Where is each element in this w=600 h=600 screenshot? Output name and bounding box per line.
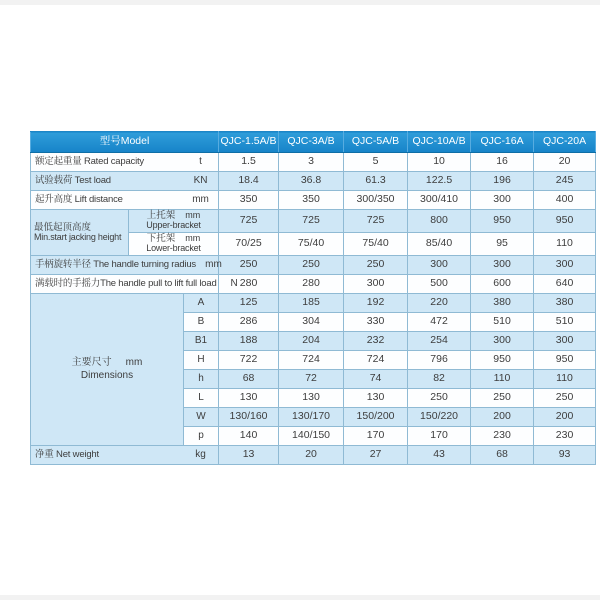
value-cell: 300/350 — [344, 191, 408, 210]
table-row — [31, 446, 596, 465]
unit-label: mm — [205, 258, 222, 270]
row-label: 起升高度 Lift distance — [35, 193, 123, 205]
dimension-letter: H — [184, 351, 219, 370]
table-row — [31, 153, 596, 172]
dimension-letter: B — [184, 313, 219, 332]
value-cell: 600 — [471, 275, 534, 294]
value-cell: 130 — [344, 389, 408, 408]
value-cell: 61.3 — [344, 172, 408, 191]
value-cell: 68 — [471, 446, 534, 465]
table-row — [31, 275, 596, 294]
value-cell: 13 — [219, 446, 279, 465]
value-cell: 18.4 — [219, 172, 279, 191]
value-cell: 140/150 — [279, 427, 344, 446]
value-cell: 110 — [534, 370, 596, 389]
table-row — [31, 256, 596, 275]
unit-label: mm — [192, 193, 209, 205]
value-cell: 200 — [534, 408, 596, 427]
table-row — [31, 191, 596, 210]
value-cell: 304 — [279, 313, 344, 332]
value-cell: 93 — [534, 446, 596, 465]
dimension-letter: p — [184, 427, 219, 446]
page-bottom-edge — [0, 595, 600, 600]
value-cell: 250 — [534, 389, 596, 408]
value-cell: 400 — [534, 191, 596, 210]
model-header-cell: 型号Model — [31, 132, 219, 153]
value-cell: 150/200 — [344, 408, 408, 427]
value-cell: 130 — [219, 389, 279, 408]
unit-label: kg — [195, 448, 206, 460]
value-cell: 75/40 — [344, 233, 408, 256]
value-cell: 950 — [471, 210, 534, 233]
value-cell: 725 — [344, 210, 408, 233]
column-header: QJC-16A — [471, 132, 534, 153]
value-cell: 75/40 — [279, 233, 344, 256]
value-cell: 380 — [471, 294, 534, 313]
table-row — [31, 294, 596, 313]
unit-label: N — [230, 277, 238, 289]
value-cell: 350 — [279, 191, 344, 210]
bracket-label-en: Lower-bracket — [146, 243, 201, 254]
group-label-en: Min.start jacking height — [34, 231, 122, 242]
value-cell: 196 — [471, 172, 534, 191]
column-header: QJC-1.5A/B — [219, 132, 279, 153]
value-cell: 950 — [534, 210, 596, 233]
row-label: 净重 Net weight — [35, 448, 99, 460]
value-cell: 300 — [471, 332, 534, 351]
value-cell: 204 — [279, 332, 344, 351]
value-cell: 254 — [408, 332, 471, 351]
column-header: QJC-5A/B — [344, 132, 408, 153]
value-cell: 20 — [279, 446, 344, 465]
value-cell: 725 — [219, 210, 279, 233]
value-cell: 280 — [219, 275, 279, 294]
value-cell: 230 — [471, 427, 534, 446]
value-cell: 722 — [219, 351, 279, 370]
bracket-label-cn: 上托架 — [146, 210, 176, 222]
value-cell: 724 — [344, 351, 408, 370]
value-cell: 10 — [408, 153, 471, 172]
value-cell: 300 — [471, 191, 534, 210]
value-cell: 796 — [408, 351, 471, 370]
value-cell: 286 — [219, 313, 279, 332]
value-cell: 16 — [471, 153, 534, 172]
value-cell: 250 — [279, 256, 344, 275]
value-cell: 192 — [344, 294, 408, 313]
value-cell: 250 — [344, 256, 408, 275]
value-cell: 27 — [344, 446, 408, 465]
value-cell: 68 — [219, 370, 279, 389]
value-cell: 300 — [408, 256, 471, 275]
value-cell: 330 — [344, 313, 408, 332]
bracket-label-upper — [129, 210, 219, 233]
row-label-cell — [31, 446, 219, 465]
value-cell: 300 — [344, 275, 408, 294]
value-cell: 70/25 — [219, 233, 279, 256]
value-cell: 36.8 — [279, 172, 344, 191]
dimension-letter: B1 — [184, 332, 219, 351]
value-cell: 232 — [344, 332, 408, 351]
value-cell: 250 — [219, 256, 279, 275]
value-cell: 130 — [279, 389, 344, 408]
column-header: QJC-10A/B — [408, 132, 471, 153]
unit-label: t — [199, 155, 202, 167]
row-label: 额定起重量 Rated capacity — [35, 155, 144, 167]
value-cell: 188 — [219, 332, 279, 351]
value-cell: 724 — [279, 351, 344, 370]
table-row — [31, 210, 596, 233]
value-cell: 280 — [279, 275, 344, 294]
value-cell: 82 — [408, 370, 471, 389]
value-cell: 380 — [534, 294, 596, 313]
value-cell: 150/220 — [408, 408, 471, 427]
value-cell: 230 — [534, 427, 596, 446]
value-cell: 170 — [408, 427, 471, 446]
column-header: QJC-20A — [534, 132, 596, 153]
page-top-edge — [0, 0, 600, 5]
bracket-label-lower — [129, 233, 219, 256]
value-cell: 110 — [534, 233, 596, 256]
value-cell: 185 — [279, 294, 344, 313]
table-row — [31, 172, 596, 191]
value-cell: 220 — [408, 294, 471, 313]
row-label: 试验载荷 Test load — [35, 174, 111, 186]
value-cell: 510 — [534, 313, 596, 332]
dimension-letter: W — [184, 408, 219, 427]
header-row — [31, 132, 596, 153]
value-cell: 250 — [408, 389, 471, 408]
value-cell: 800 — [408, 210, 471, 233]
group-label-en: Dimensions — [80, 369, 134, 381]
value-cell: 200 — [471, 408, 534, 427]
group-label-jacking — [31, 210, 129, 256]
value-cell: 300/410 — [408, 191, 471, 210]
unit-label: KN — [193, 174, 208, 186]
value-cell: 950 — [471, 351, 534, 370]
value-cell: 20 — [534, 153, 596, 172]
group-label-dimensions — [31, 294, 184, 446]
value-cell: 74 — [344, 370, 408, 389]
value-cell: 300 — [471, 256, 534, 275]
value-cell: 110 — [471, 370, 534, 389]
value-cell: 72 — [279, 370, 344, 389]
value-cell: 5 — [344, 153, 408, 172]
value-cell: 510 — [471, 313, 534, 332]
row-label: 手柄旋转半径 The handle turning radius — [35, 258, 196, 270]
value-cell: 130/160 — [219, 408, 279, 427]
dimension-letter: L — [184, 389, 219, 408]
value-cell: 130/170 — [279, 408, 344, 427]
dimension-letter: h — [184, 370, 219, 389]
value-cell: 472 — [408, 313, 471, 332]
value-cell: 95 — [471, 233, 534, 256]
dimension-letter: A — [184, 294, 219, 313]
value-cell: 640 — [534, 275, 596, 294]
row-label-cell — [31, 275, 238, 294]
value-cell: 170 — [344, 427, 408, 446]
value-cell: 250 — [471, 389, 534, 408]
bracket-label-en: Upper-bracket — [146, 220, 201, 231]
spec-table — [30, 131, 596, 465]
value-cell: 350 — [219, 191, 279, 210]
value-cell: 1.5 — [219, 153, 279, 172]
row-label-cell — [31, 172, 219, 191]
group-label-cn: 最低起顶高度 — [34, 221, 92, 233]
value-cell: 500 — [408, 275, 471, 294]
value-cell: 122.5 — [408, 172, 471, 191]
column-header: QJC-3A/B — [279, 132, 344, 153]
value-cell: 140 — [219, 427, 279, 446]
unit-label: mm — [125, 356, 143, 368]
value-cell: 300 — [534, 332, 596, 351]
value-cell: 245 — [534, 172, 596, 191]
value-cell: 3 — [279, 153, 344, 172]
value-cell: 950 — [534, 351, 596, 370]
bracket-label-cn: 下托架 — [146, 233, 176, 245]
row-label: 满载时的手摇力The handle pull to lift full load — [35, 277, 217, 289]
value-cell: 85/40 — [408, 233, 471, 256]
value-cell: 125 — [219, 294, 279, 313]
row-label-cell — [31, 153, 219, 172]
row-label-cell — [31, 256, 222, 275]
unit-label: mm — [185, 210, 201, 221]
unit-label: mm — [185, 233, 201, 244]
value-cell: 300 — [534, 256, 596, 275]
row-label-cell — [31, 191, 219, 210]
group-label-cn: 主要尺寸 — [71, 356, 112, 368]
value-cell: 725 — [279, 210, 344, 233]
value-cell: 43 — [408, 446, 471, 465]
